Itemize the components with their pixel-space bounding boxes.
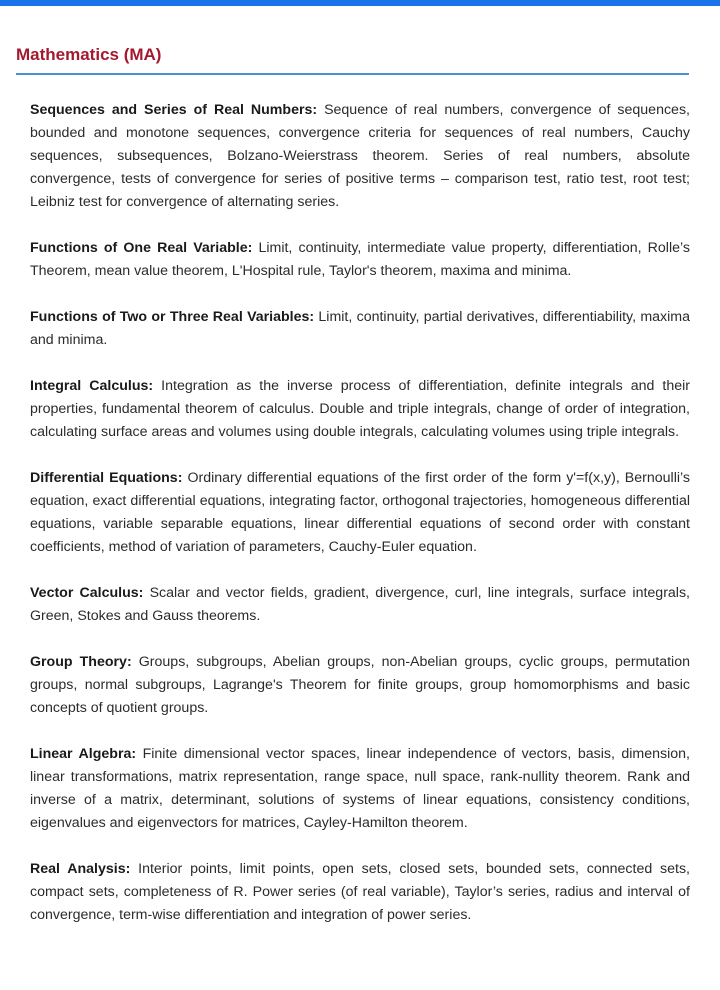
topic-heading: Integral Calculus: bbox=[30, 378, 154, 394]
topic-heading: Group Theory: bbox=[30, 654, 132, 670]
syllabus-content bbox=[30, 99, 690, 950]
topic-body: Interior points, limit points, open sets, closed sets, bounded sets, connected sets, compact sets, completeness of R. Power series (of real variable), Taylor’s series, radius and interval of convergence, term-wise differentiation and integration of power series. bbox=[30, 861, 690, 923]
topic-real-analysis bbox=[30, 858, 690, 927]
topic-heading: Functions of Two or Three Real Variables: bbox=[30, 309, 315, 325]
topic-body: Limit, continuity, partial derivatives, differentiability, maxima and minima. bbox=[30, 309, 690, 348]
topic-body: Groups, subgroups, Abelian groups, non-Abelian groups, cyclic groups, permutation groups, normal subgroups, Lagrange's Theorem for finite groups, group homomorphisms and basic concepts of quotient groups. bbox=[30, 654, 690, 716]
topic-one-real-variable bbox=[30, 237, 690, 283]
topic-differential-equations bbox=[30, 467, 690, 559]
topic-body: Scalar and vector fields, gradient, divergence, curl, line integrals, surface integrals, Green, Stokes and Gauss theorems. bbox=[30, 585, 690, 624]
topic-vector-calculus bbox=[30, 582, 690, 628]
page-title: Mathematics (MA) bbox=[16, 45, 162, 64]
topic-body: Integration as the inverse process of differentiation, definite integrals and their properties, fundamental theorem of calculus. Double and triple integrals, change of order of integration, calculating surface areas and volumes using double integrals, calculating volumes using triple integrals. bbox=[30, 378, 690, 440]
section-header bbox=[16, 44, 689, 75]
topic-heading: Linear Algebra: bbox=[30, 746, 137, 762]
topic-body: Sequence of real numbers, convergence of sequences, bounded and monotone sequences, convergence criteria for sequences of real numbers, Cauchy sequences, subsequences, Bolzano-Weierstrass theorem. Series of real numbers, absolute convergence, tests of convergence for series of positive terms – comparison test, ratio test, root test; Leibniz test for convergence of alternating series. bbox=[30, 102, 690, 210]
topic-heading: Vector Calculus: bbox=[30, 585, 144, 601]
topic-body: Ordinary differential equations of the first order of the form y'=f(x,y), Bernoulli’s equation, exact differential equations, integrating factor, orthogonal trajectories, homogeneous differential equations, variable separable equations, linear differential equations of second order with constant coefficients, method of variation of parameters, Cauchy-Euler equation. bbox=[30, 470, 690, 555]
topic-heading: Sequences and Series of Real Numbers: bbox=[30, 102, 318, 118]
topic-sequences-series bbox=[30, 99, 690, 214]
topic-body: Limit, continuity, intermediate value property, differentiation, Rolle’s Theorem, mean value theorem, L'Hospital rule, Taylor's theorem, maxima and minima. bbox=[30, 240, 690, 279]
topic-heading: Functions of One Real Variable: bbox=[30, 240, 253, 256]
topic-heading: Real Analysis: bbox=[30, 861, 131, 877]
topic-two-three-variables bbox=[30, 306, 690, 352]
topic-linear-algebra bbox=[30, 743, 690, 835]
topic-body: Finite dimensional vector spaces, linear independence of vectors, basis, dimension, linear transformations, matrix representation, range space, null space, rank-nullity theorem. Rank and inverse of a matrix, determinant, solutions of systems of linear equations, consistency conditions, eigenvalues and eigenvectors for matrices, Cayley-Hamilton theorem. bbox=[30, 746, 690, 831]
topic-group-theory bbox=[30, 651, 690, 720]
top-accent-bar bbox=[0, 0, 720, 6]
topic-integral-calculus bbox=[30, 375, 690, 444]
topic-heading: Differential Equations: bbox=[30, 470, 183, 486]
